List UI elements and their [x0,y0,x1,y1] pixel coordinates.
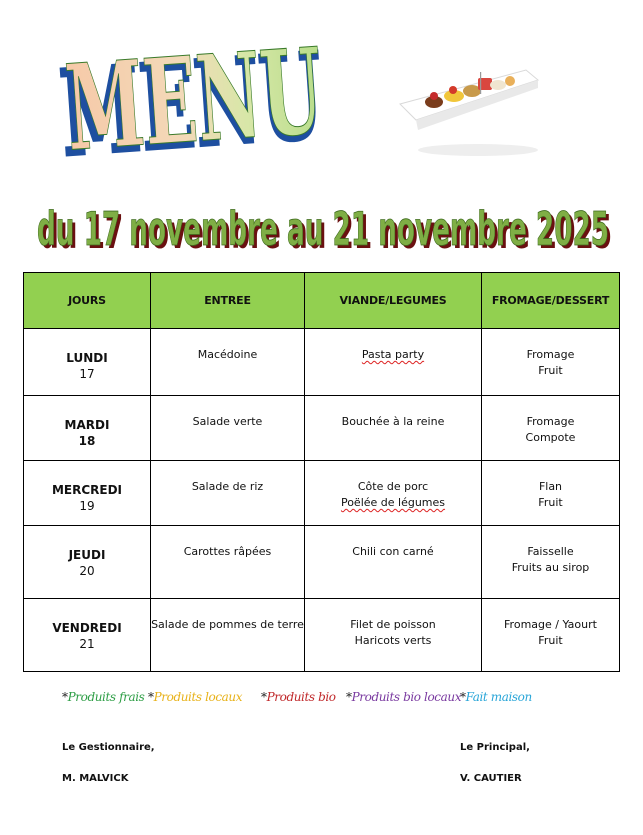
entree-cell [151,461,305,526]
dessert-item: Fruits au sirop [511,561,590,574]
legend-item-produits-bio: *Produits bio [261,690,336,704]
day-name: JEUDI [68,548,106,562]
entree-cell [151,599,305,672]
day-number: 17 [79,367,95,381]
legend-item-fait-maison: *Fait maison [460,690,532,704]
legend-label: Fait maison [465,690,532,704]
viande-item: Haricots verts [354,634,432,647]
menu-title-shadow: MENU [55,28,332,158]
table-row [24,396,620,461]
gestionnaire-title: Le Gestionnaire, [62,742,155,753]
dessert-cell [482,526,620,599]
dessert-item: Flan [538,480,563,493]
viande-item: Poëlée de légumes [340,496,446,509]
entree-cell [151,396,305,461]
legend-label: Produits bio locaux [351,690,462,704]
weekly-menu-table [23,272,620,672]
day-number: 18 [78,434,96,448]
table-header-row [24,273,620,329]
dessert-item: Faisselle [527,545,574,558]
day-cell [24,329,151,396]
dessert-cell [482,461,620,526]
principal-title: Le Principal, [460,742,530,753]
product-legend [62,690,622,708]
legend-label: Produits bio [266,690,336,704]
appetizer-plate-image [398,58,544,158]
entree-item: Macédoine [197,348,258,361]
day-cell [24,526,151,599]
header-jours: JOURS [24,273,151,329]
viande-cell [305,526,482,599]
principal-name: V. CAUTIER [460,773,522,784]
date-range-shadow: du 17 novembre au 21 novembre 2025 [40,205,612,259]
entree-item: Salade de riz [191,480,264,493]
table-row [24,461,620,526]
viande-item: Chili con carné [352,545,434,558]
date-range-text: du 17 novembre au 21 novembre 2025 [37,202,609,256]
legend-item-produits-locaux: *Produits locaux [148,690,243,704]
day-number: 20 [79,564,95,578]
day-name: MARDI [64,418,110,432]
table-row [24,526,620,599]
date-range-heading [34,196,624,266]
entree-cell [151,329,305,396]
viande-cell [305,396,482,461]
viande-item: Filet de poisson [350,618,436,631]
dessert-item: Compote [525,431,576,444]
dessert-item: Fromage / Yaourt [504,618,597,631]
entree-item: Salade de pommes de terre [151,618,304,631]
dessert-cell [482,329,620,396]
header-viande-legumes: VIANDE/LEGUMES [305,273,482,329]
day-name: MERCREDI [51,483,123,497]
menu-title [52,28,332,158]
legend-item-produits-bio-locaux: *Produits bio locaux [346,690,462,704]
day-name: VENDREDI [52,621,122,635]
viande-item: Côte de porc [357,480,429,493]
day-cell [24,599,151,672]
viande-item: Bouchée à la reine [341,415,445,428]
viande-cell [305,599,482,672]
entree-cell [151,526,305,599]
day-name: LUNDI [66,351,108,365]
menu-title-text: MENU [61,28,332,158]
table-row [24,599,620,672]
dessert-item: Fromage [526,348,575,361]
viande-cell [305,329,482,396]
viande-item: Pasta party [361,348,425,361]
dessert-cell [482,396,620,461]
day-number: 21 [79,637,95,651]
gestionnaire-name: M. MALVICK [62,773,129,784]
dessert-cell [482,599,620,672]
dessert-item: Fruit [538,496,563,509]
day-cell [24,396,151,461]
day-number: 19 [79,499,95,513]
dessert-item: Fromage [526,415,575,428]
legend-label: Produits locaux [153,690,243,704]
entree-item: Salade verte [192,415,263,428]
viande-cell [305,461,482,526]
header-entree: ENTREE [151,273,305,329]
entree-item: Carottes râpées [183,545,272,558]
dessert-item: Fruit [538,634,563,647]
table-row [24,329,620,396]
header-fromage-dessert: FROMAGE/DESSERT [482,273,620,329]
legend-label: Produits frais [67,690,145,704]
day-cell [24,461,151,526]
legend-item-produits-frais: *Produits frais [62,690,145,704]
dessert-item: Fruit [538,364,563,377]
